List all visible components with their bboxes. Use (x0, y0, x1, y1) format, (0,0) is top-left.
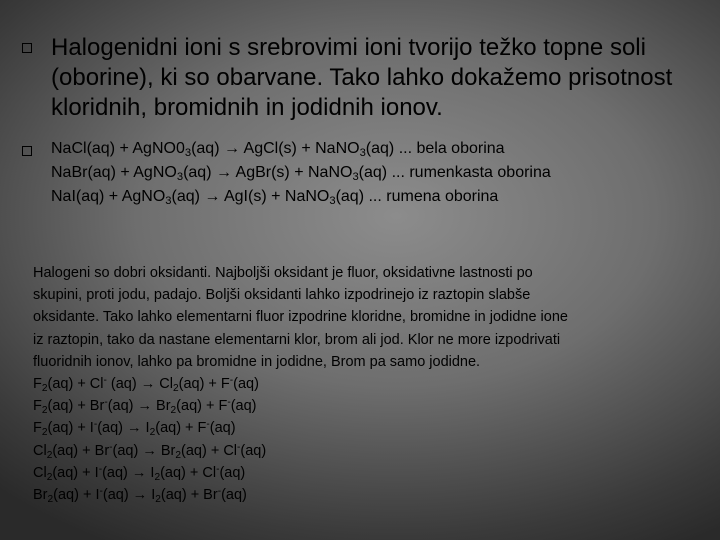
text-line: oksidante. Tako lahko elementarni fluor izpodrine kloridne, bromidne in jodidne ione (33, 309, 568, 326)
equation-line: $F_2(aq) + I^-(aq) \to I_2(aq) + F^-(aq)$ (33, 419, 236, 439)
equation-line: $F_2(aq) + Cl^-$ $(aq) \to Cl_2(aq) + F^-(aq)$ (33, 375, 259, 395)
text-line: Halogeni so dobri oksidanti. Najboljši oksidant je fluor, oksidativne lastnosti po (33, 265, 533, 281)
equation-line: $F_2(aq) + Br^-(aq) \to Br_2(aq) + F^-(aq)$ (33, 397, 257, 417)
equation-line: $Cl_2(aq) + I^-(aq) \to I_2(aq) + Cl^-(aq)$ (33, 463, 246, 483)
bullet-marker (22, 43, 32, 53)
intro-paragraph: Halogenidni ioni s srebrovimi ioni tvorijo težko topne soli (oborine), ki so obarvane. Tako lahko dokažemo prisotnost kloridnih, bromidnih in jodidnih ionov. (51, 34, 673, 121)
equation-line: $Cl_2(aq) + Br^-(aq) \to Br_2(aq) + Cl^-(aq)$ (33, 441, 267, 461)
reaction-line: NaCl(aq) + $AgNO0_3(aq)$ → AgCl(s) + NaNO$_3$(aq) ... bela oborina (51, 140, 505, 159)
reactions-block (51, 137, 716, 209)
halogens-block (33, 262, 693, 506)
reaction-line: NaI(aq) + AgNO$_3$(aq) → AgI(s) + NaNO$_3$(aq) ... rumena oborina (51, 188, 499, 207)
text-line: fluoridnih ionov, lahko pa bromidne in jodidne, Brom pa samo jodidne. (33, 353, 481, 370)
reaction-line: NaBr(aq) + AgNO$_3$(aq) → AgBr(s) + NaNO$_3$(aq) ... rumenkasta oborina (51, 164, 551, 183)
equation-line: $Br_2(aq) + I^-(aq) \to I_2(aq) + Br^-(aq)$ (33, 486, 247, 506)
text-line: iz raztopin, tako da nastane elementarni klor, brom ali jod. Klor ne more izpodrivati (33, 331, 561, 348)
bullet-marker (22, 146, 32, 156)
text-line: skupini, proti jodu, padajo. Boljši oksidanti lahko izpodrinejo iz raztopin slabše (33, 287, 531, 304)
